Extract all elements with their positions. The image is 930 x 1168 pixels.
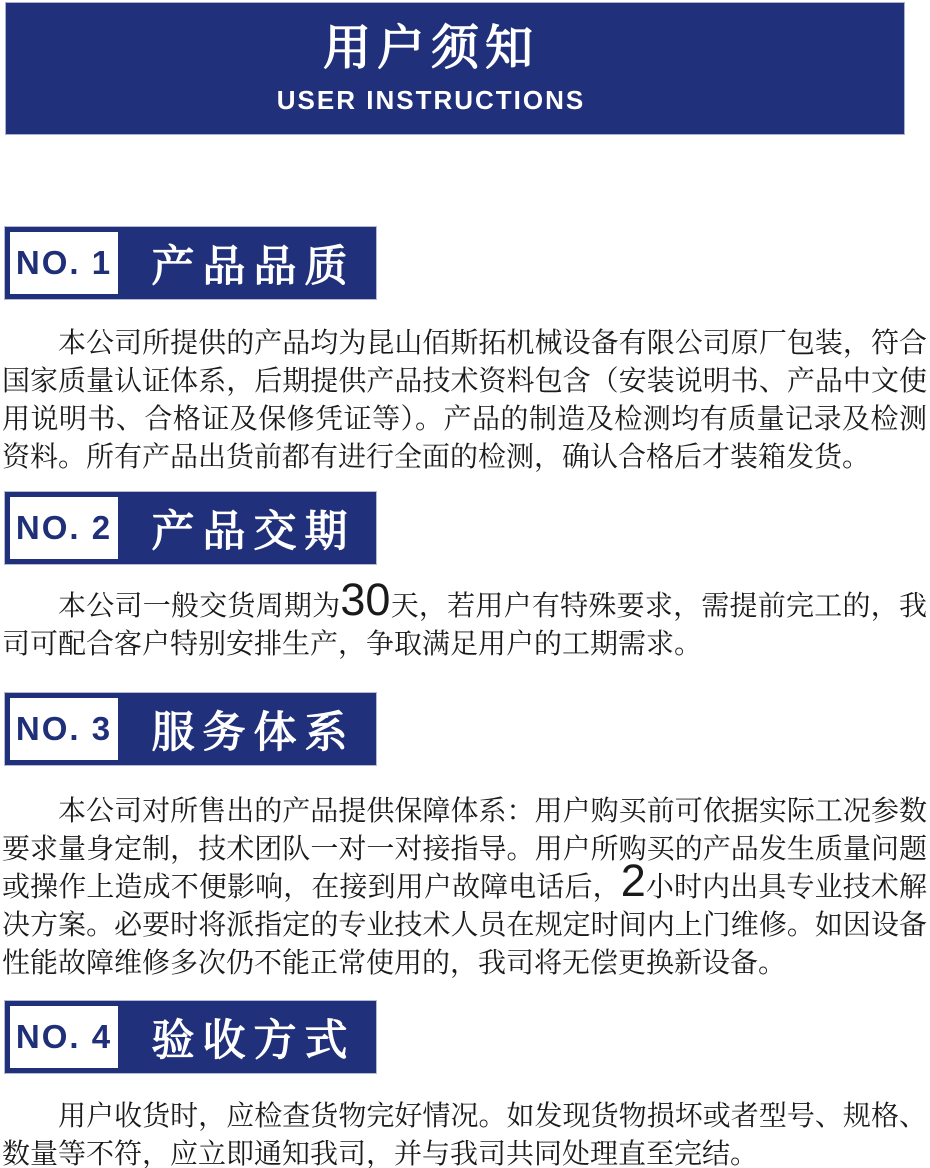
section-4-text: 用户收货时，应检查货物完好情况。如发现货物损坏或者型号、规格、数量等不符，应立即通知我司，并与我司共同处理直至完结。	[2, 1100, 927, 1168]
page-subtitle: USER INSTRUCTIONS	[276, 85, 586, 115]
section-4-title: 验收方式	[151, 1016, 356, 1065]
section-1-paragraph	[2, 324, 927, 476]
section-4-paragraph	[2, 1097, 927, 1168]
section-3-number: NO. 3	[15, 710, 113, 747]
section-1-header-bar	[4, 226, 377, 300]
section-3-text-tail: 小时内出具专业技术解决方案。必要时将派指定的专业技术人员在规定时间内上门维修。如因设备性能故障维修多次仍不能正常使用的，我司将无偿更换新设备。	[2, 871, 927, 978]
section-delivery-time	[0, 491, 930, 663]
section-3-text-lead: 本公司对所售出的产品提供保障体系：用户购买前可依据实际工况参数要求量身定制，技术团队一对一对接指导。用户所购买的产品发生质量问题或操作上造成不便影响，在接到用户故障电话后，	[2, 795, 927, 902]
section-1-title: 产品品质	[151, 242, 356, 291]
section-4-header-bar	[4, 1000, 377, 1074]
page-title: 用户须知	[322, 22, 539, 75]
section-3-hours-number: 2	[620, 855, 646, 906]
section-2-number-box	[10, 497, 118, 559]
section-1-number-box	[10, 232, 118, 294]
section-3-title: 服务体系	[151, 708, 356, 757]
section-2-header-bar	[4, 491, 377, 565]
section-acceptance-method	[0, 1000, 930, 1168]
section-2-days-number: 30	[340, 574, 391, 625]
header-banner	[5, 2, 905, 135]
section-2-text-lead: 本公司一般交货周期为	[58, 590, 341, 621]
section-1-text: 本公司所提供的产品均为昆山佰斯拓机械设备有限公司原厂包装，符合国家质量认证体系，后期提供产品技术资料包含（安装说明书、产品中文使用说明书、合格证及保修凭证等）。产品的制造及检测均有质量记录及检测资料。所有产品出货前都有进行全面的检测，确认合格后才装箱发货。	[2, 327, 927, 472]
section-2-text-tail: 天，若用户有特殊要求，需提前完工的，我司可配合客户特别安排生产，争取满足用户的工期需求。	[2, 590, 927, 659]
section-1-number: NO. 1	[15, 244, 113, 281]
section-service-system	[0, 692, 930, 982]
section-2-number: NO. 2	[15, 509, 113, 546]
section-3-header-bar	[4, 692, 377, 766]
section-3-number-box	[10, 698, 118, 760]
section-product-quality	[0, 226, 930, 476]
section-4-number-box	[10, 1006, 118, 1068]
section-2-paragraph	[2, 574, 927, 663]
section-2-title: 产品交期	[151, 507, 356, 556]
section-4-number: NO. 4	[15, 1018, 113, 1055]
section-3-paragraph	[2, 792, 927, 982]
